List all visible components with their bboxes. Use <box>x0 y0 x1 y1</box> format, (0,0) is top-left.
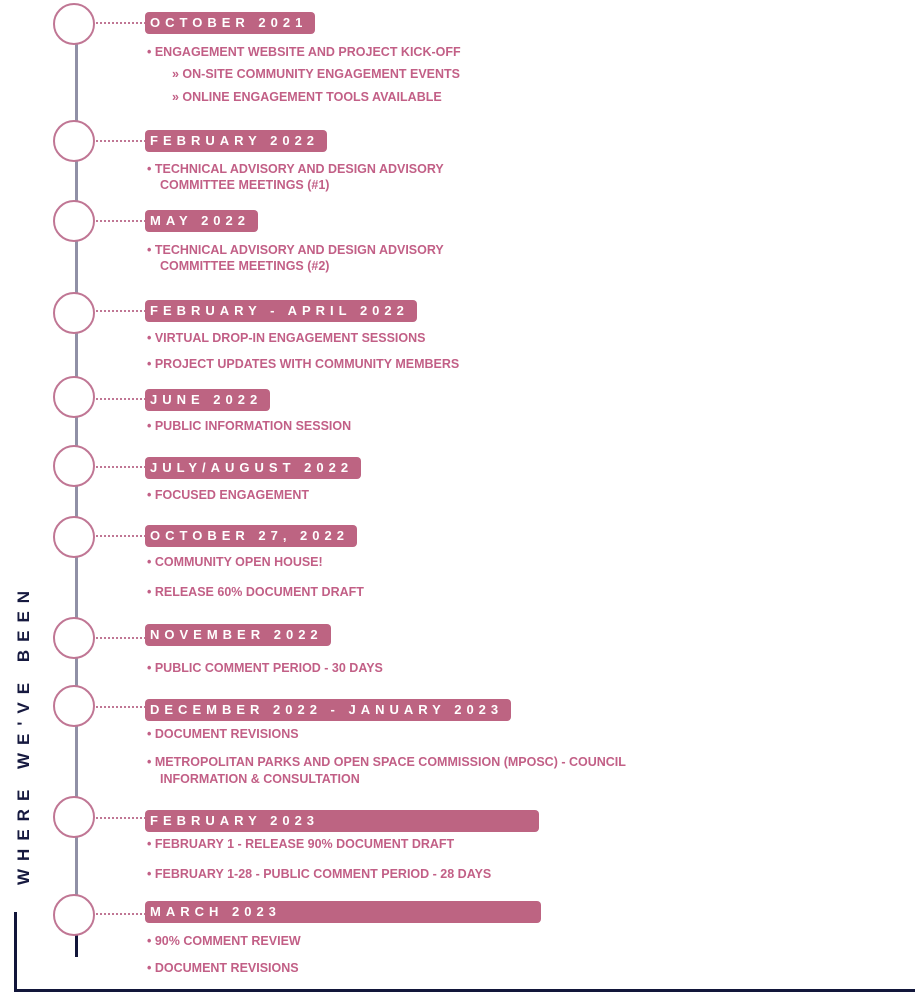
milestone-node <box>53 796 95 838</box>
milestone-item: • TECHNICAL ADVISORY AND DESIGN ADVISORY <box>147 162 444 176</box>
dotted-connector <box>96 140 146 142</box>
dotted-connector <box>96 913 146 915</box>
milestone-item: • PUBLIC INFORMATION SESSION <box>147 419 352 433</box>
side-label: WHERE WE'VE BEEN <box>14 582 33 885</box>
milestone-item: • FEBRUARY 1 - RELEASE 90% DOCUMENT DRAFT <box>147 837 455 851</box>
milestone-date: NOVEMBER 2022 <box>145 624 331 646</box>
milestone-date: OCTOBER 27, 2022 <box>145 525 357 547</box>
milestone-item: • ENGAGEMENT WEBSITE AND PROJECT KICK-OFF <box>147 45 461 59</box>
milestone-date: MARCH 2023 <box>145 901 541 923</box>
milestone-item: • METROPOLITAN PARKS AND OPEN SPACE COMMISSION (MPOSC) - COUNCIL <box>147 755 626 769</box>
milestone-item: • COMMUNITY OPEN HOUSE! <box>147 555 323 569</box>
milestone-item: • RELEASE 60% DOCUMENT DRAFT <box>147 585 364 599</box>
milestone-item: • VIRTUAL DROP-IN ENGAGEMENT SESSIONS <box>147 331 426 345</box>
milestone-date: JUNE 2022 <box>145 389 270 411</box>
milestone-item: • FEBRUARY 1-28 - PUBLIC COMMENT PERIOD - 28 DAYS <box>147 867 492 881</box>
milestone-node <box>53 200 95 242</box>
milestone-node <box>53 894 95 936</box>
dotted-connector <box>96 466 146 468</box>
milestone-node <box>53 445 95 487</box>
milestone-date: FEBRUARY 2023 <box>145 810 539 832</box>
milestone-node <box>53 516 95 558</box>
milestone-date: MAY 2022 <box>145 210 258 232</box>
milestone-subitem: » ONLINE ENGAGEMENT TOOLS AVAILABLE <box>172 90 442 104</box>
milestone-item: • DOCUMENT REVISIONS <box>147 727 299 741</box>
milestone-item: • PUBLIC COMMENT PERIOD - 30 DAYS <box>147 661 383 675</box>
milestone-item: • TECHNICAL ADVISORY AND DESIGN ADVISORY <box>147 243 444 257</box>
milestone-node <box>53 292 95 334</box>
milestone-date: FEBRUARY - APRIL 2022 <box>145 300 417 322</box>
milestone-date: DECEMBER 2022 - JANUARY 2023 <box>145 699 511 721</box>
milestone-date: OCTOBER 2021 <box>145 12 315 34</box>
dotted-connector <box>96 817 146 819</box>
milestone-item-continued: COMMITTEE MEETINGS (#1) <box>160 178 330 192</box>
dotted-connector <box>96 220 146 222</box>
milestone-item: • PROJECT UPDATES WITH COMMUNITY MEMBERS <box>147 357 460 371</box>
milestone-subitem: » ON-SITE COMMUNITY ENGAGEMENT EVENTS <box>172 67 460 81</box>
dotted-connector <box>96 22 146 24</box>
milestone-item: • 90% COMMENT REVIEW <box>147 934 301 948</box>
frame-corner-vertical <box>14 912 17 992</box>
milestone-node <box>53 120 95 162</box>
milestone-item: • DOCUMENT REVISIONS <box>147 961 299 975</box>
milestone-node <box>53 376 95 418</box>
frame-bottom-rule <box>14 989 915 992</box>
milestone-node <box>53 3 95 45</box>
dotted-connector <box>96 398 146 400</box>
dotted-connector <box>96 535 146 537</box>
milestone-date: FEBRUARY 2022 <box>145 130 327 152</box>
dotted-connector <box>96 637 146 639</box>
milestone-item-continued: COMMITTEE MEETINGS (#2) <box>160 259 330 273</box>
milestone-item-continued: INFORMATION & CONSULTATION <box>160 772 360 786</box>
milestone-date: JULY/AUGUST 2022 <box>145 457 361 479</box>
milestone-item: • FOCUSED ENGAGEMENT <box>147 488 310 502</box>
dotted-connector <box>96 706 146 708</box>
milestone-node <box>53 685 95 727</box>
dotted-connector <box>96 310 146 312</box>
milestone-node <box>53 617 95 659</box>
